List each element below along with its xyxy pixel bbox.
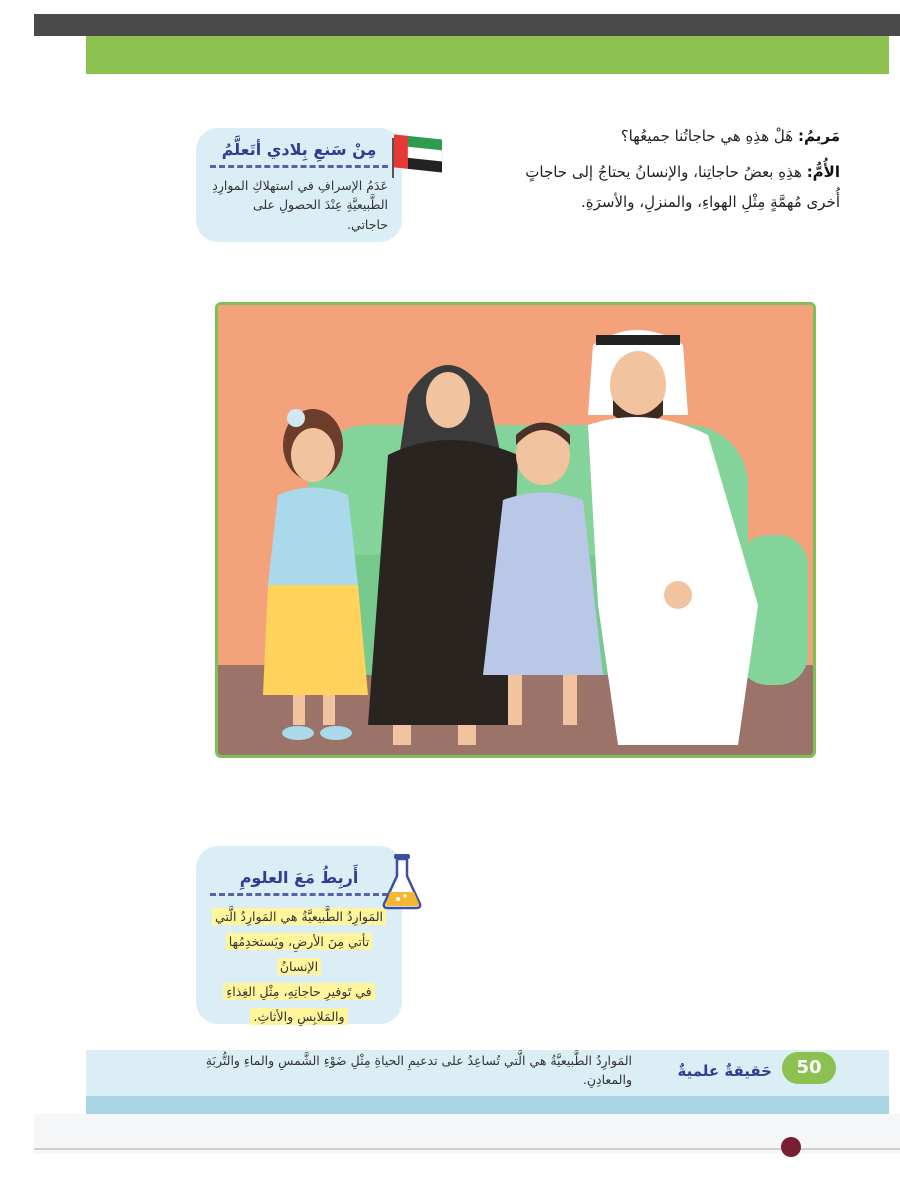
callout-body: عَدَمُ الإسرافِ في استهلاكِ الموارِدِ الطَّبيعيَّةِ عِنْدَ الحصولِ على حاجاتي. [212,178,388,232]
fact-label: حَقيقةٌ علميةٌ [677,1062,772,1080]
header-band [86,36,889,74]
country-values-callout [196,128,402,242]
dialog-text: هَلْ هذِهِ هي حاجاتُنا جميعُها؟ [620,127,794,145]
page-number: 50 [782,1052,836,1084]
top-toolbar [34,14,900,36]
dialog-text: هذِهِ بعضُ حاجاتِنا، والإنسانُ يحتاجُ إلى حاجاتٍ [525,162,802,181]
highlight-line: والمَلابِسِ والأثاثِ. [250,1008,347,1025]
callout-title: أَربِطُ مَعَ العلومِ [210,868,388,896]
dialog-line-mother [470,162,840,184]
uae-flag-icon [390,134,446,186]
scroll-handle[interactable] [781,1137,801,1157]
highlight-line: في تَوفيرِ حاجاتِهِ، مِثْلِ الغِذاءِ [223,983,374,1000]
highlight-line: المَوارِدُ الطَّبيعيَّةُ هي المَوارِدُ الَّتي [212,908,386,925]
dialog-block [470,126,840,227]
speaker-label: مَريمُ: [797,127,840,145]
fact-bar-strip [86,1096,889,1114]
flask-icon [381,852,423,914]
callout-title: مِنْ سَنعِ بِلادي أتَعلَّمُ [210,140,388,168]
family-illustration [215,302,816,758]
scroll-track[interactable] [34,1148,900,1150]
dialog-line-maryam [470,126,840,148]
science-link-callout [196,846,402,1024]
dialog-line-continued [470,192,840,214]
highlight-line: تأتي مِنَ الأرضِ، ويَستخدِمُها الإنسانُ [226,933,372,975]
fact-text: المَوارِدُ الطَّبيعيَّةُ هي الَّتي تُساعِدُ على تدعيمِ الحياةِ مِثْلِ ضَوْءِ الشَّمسِ والماءِ والتُّربَةِ والمعادِنِ. [205,1053,632,1087]
dialog-text: أُخرى مُهمَّةٍ مِثْلِ الهواءِ، والمنزلِ، والأسرَةِ. [581,192,840,211]
callout-body [196,896,402,1039]
speaker-label: الأُمُّ: [806,162,840,181]
